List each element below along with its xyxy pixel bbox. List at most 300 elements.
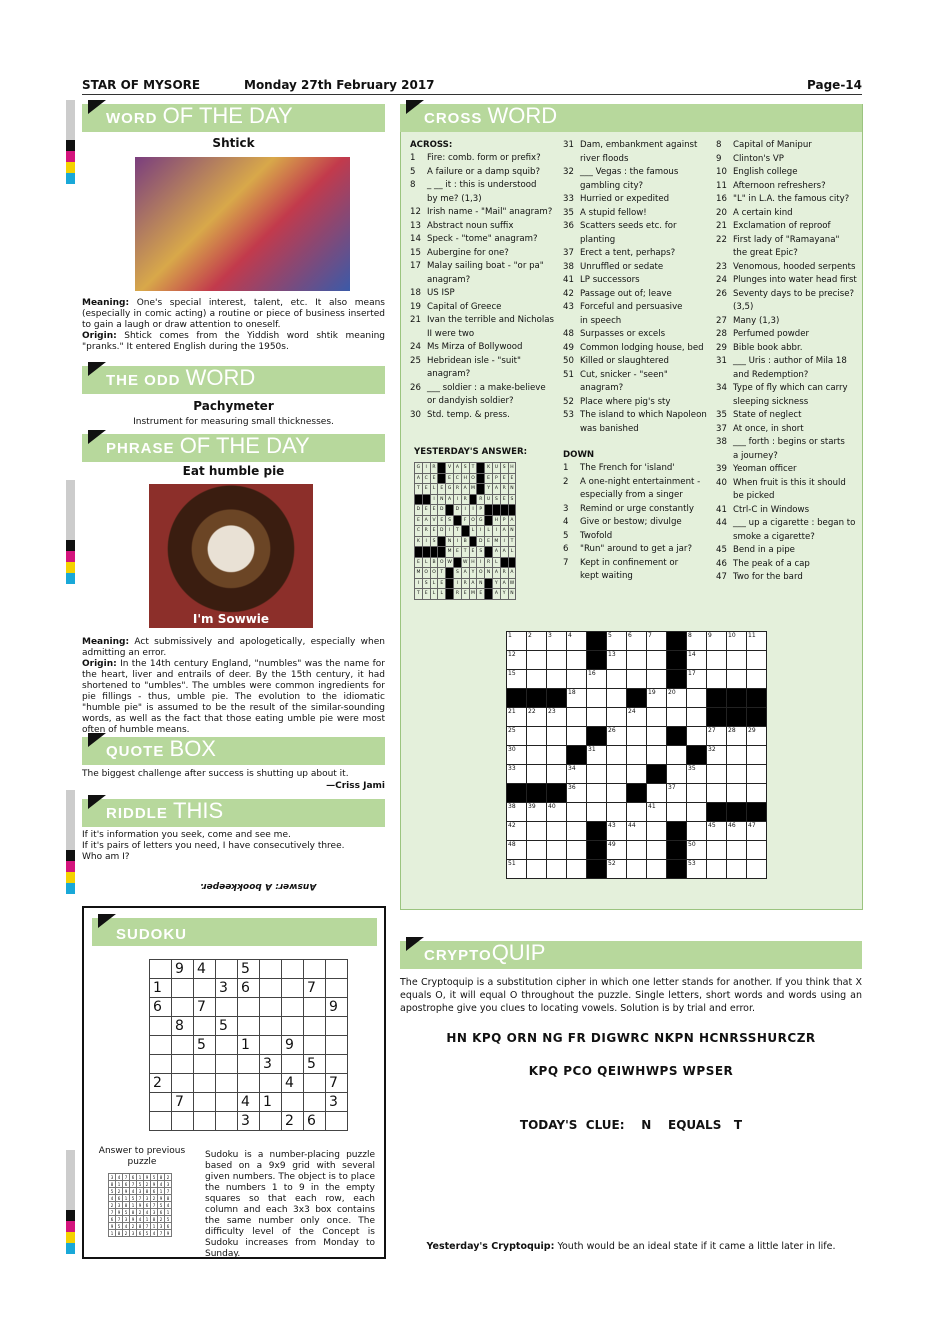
- crossword-cell[interactable]: 41: [647, 803, 667, 822]
- sudoku-cell[interactable]: [304, 960, 326, 979]
- issue-date: Monday 27th February 2017: [244, 78, 435, 92]
- sudoku-cell[interactable]: [282, 1017, 304, 1036]
- crossword-cell[interactable]: [527, 670, 547, 689]
- crossword-cell[interactable]: [567, 860, 587, 879]
- sudoku-cell: 6: [158, 1209, 165, 1216]
- sudoku-cell: 8: [165, 1195, 172, 1202]
- crossword-cell: [747, 708, 767, 727]
- crossword-cell[interactable]: 39: [527, 803, 547, 822]
- crossword-cell[interactable]: 49: [607, 841, 627, 860]
- sudoku-cell: 1: [158, 1188, 165, 1195]
- crossword-cell[interactable]: 35: [687, 765, 707, 784]
- paper-name: STAR OF MYSORE: [82, 78, 201, 92]
- crossword-cell: [727, 689, 747, 708]
- crossword-cell[interactable]: [627, 841, 647, 860]
- crossword-cell: [507, 689, 527, 708]
- clue-line: 27 Many (1,3): [716, 315, 780, 326]
- crossword-cell[interactable]: [747, 784, 767, 803]
- crossword-cell[interactable]: [647, 670, 667, 689]
- sudoku-cell: 7: [137, 1195, 144, 1202]
- crossword-cell[interactable]: 3: [547, 632, 567, 651]
- sudoku-cell[interactable]: [238, 998, 260, 1017]
- sudoku-cell[interactable]: [194, 1112, 216, 1131]
- answer-cell: E: [500, 473, 508, 484]
- sudoku-cell[interactable]: [150, 1017, 172, 1036]
- crossword-cell[interactable]: 27: [707, 727, 727, 746]
- sudoku-cell: 4: [116, 1174, 123, 1181]
- sudoku-cell: 4: [123, 1223, 130, 1230]
- crossword-cell[interactable]: 1: [507, 632, 527, 651]
- sudoku-cell[interactable]: [216, 1112, 238, 1131]
- crossword-cell[interactable]: [707, 670, 727, 689]
- clue-line: 26 Seventy days to be precise?: [716, 288, 855, 299]
- sudoku-cell: 6: [109, 1216, 116, 1223]
- crossword-cell[interactable]: [727, 860, 747, 879]
- clue-line: 19 Capital of Greece: [410, 301, 502, 312]
- sudoku-cell[interactable]: [194, 1055, 216, 1074]
- sudoku-cell[interactable]: [150, 1036, 172, 1055]
- crossword-cell[interactable]: 52: [607, 860, 627, 879]
- sudoku-cell[interactable]: [172, 1112, 194, 1131]
- crossword-cell[interactable]: 51: [507, 860, 527, 879]
- crossword-cell[interactable]: 37: [667, 784, 687, 803]
- crossword-cell[interactable]: 4: [567, 632, 587, 651]
- sudoku-cell: 8: [158, 1174, 165, 1181]
- sudoku-cell[interactable]: [150, 1055, 172, 1074]
- clue-line: 15 Aubergine for one?: [410, 247, 509, 258]
- down-clues-1: [563, 462, 713, 584]
- sudoku-cell: 2: [144, 1181, 151, 1188]
- sudoku-cell[interactable]: [304, 1093, 326, 1112]
- crossword-cell[interactable]: [547, 670, 567, 689]
- crossword-cell[interactable]: [587, 765, 607, 784]
- crossword-cell[interactable]: [647, 784, 667, 803]
- sudoku-cell[interactable]: [304, 1074, 326, 1093]
- answer-cell: S: [422, 578, 430, 589]
- answer-cell: [415, 547, 423, 558]
- crossword-cell[interactable]: [727, 670, 747, 689]
- sudoku-cell[interactable]: [304, 998, 326, 1017]
- crossword-cell[interactable]: 19: [647, 689, 667, 708]
- crossword-cell[interactable]: 6: [627, 632, 647, 651]
- answer-cell: E: [477, 589, 485, 600]
- crossword-cell[interactable]: 13: [607, 651, 627, 670]
- clue-line: 37 At once, in short: [716, 423, 804, 434]
- answer-cell: K: [415, 536, 423, 547]
- crossword-cell[interactable]: 22: [527, 708, 547, 727]
- crossword-cell[interactable]: [527, 746, 547, 765]
- crossword-cell[interactable]: [647, 727, 667, 746]
- crossword-cell[interactable]: [587, 708, 607, 727]
- crossword-cell[interactable]: [607, 689, 627, 708]
- crossword-cell[interactable]: 30: [507, 746, 527, 765]
- down-label: DOWN: [563, 450, 595, 460]
- sudoku-cell[interactable]: [216, 960, 238, 979]
- sudoku-cell[interactable]: [326, 960, 348, 979]
- crossword-cell: [547, 689, 567, 708]
- crossword-cell[interactable]: [707, 765, 727, 784]
- crossword-cell[interactable]: [527, 651, 547, 670]
- sudoku-cell[interactable]: [260, 1074, 282, 1093]
- crossword-cell[interactable]: 8: [687, 632, 707, 651]
- crossword-cell[interactable]: [547, 860, 567, 879]
- sudoku-cell[interactable]: [172, 1074, 194, 1093]
- sudoku-cell: 8: [130, 1209, 137, 1216]
- clue-line: 40 When fruit is this it should: [716, 477, 846, 488]
- color-registration-mark: [66, 790, 75, 894]
- answer-cell: S: [430, 536, 438, 547]
- sudoku-cell[interactable]: [194, 1074, 216, 1093]
- sudoku-cell[interactable]: [216, 1036, 238, 1055]
- crossword-cell[interactable]: [567, 727, 587, 746]
- crossword-cell[interactable]: [587, 784, 607, 803]
- crossword-cell[interactable]: [707, 784, 727, 803]
- crossword-cell: [587, 651, 607, 670]
- crossword-cell[interactable]: [627, 670, 647, 689]
- crossword-cell[interactable]: [587, 689, 607, 708]
- crossword-cell[interactable]: [627, 860, 647, 879]
- clue-line: 8 Capital of Manipur: [716, 140, 812, 150]
- sudoku-cell: 1: [144, 1216, 151, 1223]
- answer-cell: O: [422, 568, 430, 579]
- crossword-cell[interactable]: 5: [607, 632, 627, 651]
- crossword-cell[interactable]: 48: [507, 841, 527, 860]
- crossword-cell[interactable]: 23: [547, 708, 567, 727]
- crossword-cell[interactable]: [547, 765, 567, 784]
- crossword-cell[interactable]: [687, 689, 707, 708]
- sudoku-cell[interactable]: [150, 960, 172, 979]
- crossword-cell[interactable]: 43: [607, 822, 627, 841]
- crossword-cell[interactable]: 18: [567, 689, 587, 708]
- clue-line: 8 _ __ it : this is understood: [410, 180, 537, 190]
- crossword-cell[interactable]: [727, 651, 747, 670]
- word-of-day-bar: WORD OF THE DAY: [82, 104, 385, 132]
- crossword-cell[interactable]: [567, 822, 587, 841]
- sudoku-cell: 1: [116, 1181, 123, 1188]
- answer-cell: I: [469, 505, 477, 516]
- color-registration-mark: [66, 480, 75, 584]
- sudoku-cell[interactable]: [238, 1017, 260, 1036]
- crossword-cell[interactable]: [747, 860, 767, 879]
- previous-sudoku-answer: [108, 1173, 172, 1237]
- crossword-cell[interactable]: 20: [667, 689, 687, 708]
- crossword-cell[interactable]: [607, 746, 627, 765]
- crossword-cell[interactable]: [747, 841, 767, 860]
- crossword-cell[interactable]: [607, 765, 627, 784]
- crossword-cell[interactable]: 15: [507, 670, 527, 689]
- clue-line: 32 ___ Vegas : the famous: [563, 167, 679, 177]
- odd-word-meaning: Instrument for measuring small thicknesses.: [133, 417, 334, 427]
- crossword-cell[interactable]: [547, 841, 567, 860]
- crossword-cell[interactable]: [647, 841, 667, 860]
- crossword-cell[interactable]: 10: [727, 632, 747, 651]
- odd-word-bar: THE ODD WORD: [82, 366, 385, 394]
- sudoku-cell: 5: [304, 1055, 326, 1074]
- crossword-cell[interactable]: [607, 670, 627, 689]
- crossword-cell[interactable]: [607, 803, 627, 822]
- crossword-cell[interactable]: [567, 651, 587, 670]
- sudoku-cell[interactable]: [172, 998, 194, 1017]
- answer-cell: T: [508, 536, 516, 547]
- sudoku-cell[interactable]: [150, 1112, 172, 1131]
- crossword-cell[interactable]: [667, 803, 687, 822]
- crossword-cell[interactable]: [527, 841, 547, 860]
- clue-line: 1 The French for 'island': [563, 463, 675, 473]
- sudoku-cell[interactable]: [326, 979, 348, 998]
- crossword-cell[interactable]: [627, 746, 647, 765]
- crossword-cell[interactable]: [727, 841, 747, 860]
- crossword-cell[interactable]: [607, 784, 627, 803]
- answer-cell: S: [500, 463, 508, 474]
- sudoku-cell[interactable]: [216, 1055, 238, 1074]
- crossword-cell[interactable]: [627, 651, 647, 670]
- sudoku-cell[interactable]: [194, 1093, 216, 1112]
- crossword-cell[interactable]: 24: [627, 708, 647, 727]
- answer-cell: I: [422, 536, 430, 547]
- crossword-cell[interactable]: [627, 727, 647, 746]
- sudoku-cell[interactable]: [304, 1017, 326, 1036]
- crossword-cell[interactable]: [687, 708, 707, 727]
- crossword-cell[interactable]: [727, 746, 747, 765]
- sudoku-cell: 2: [123, 1230, 130, 1237]
- crossword-cell[interactable]: [587, 803, 607, 822]
- crossword-cell[interactable]: [647, 746, 667, 765]
- crossword-cell[interactable]: [747, 746, 767, 765]
- crossword-cell[interactable]: [667, 708, 687, 727]
- answer-cell: R: [485, 557, 493, 568]
- crossword-cell[interactable]: 34: [567, 765, 587, 784]
- sudoku-cell[interactable]: [172, 1036, 194, 1055]
- sudoku-cell[interactable]: [238, 1055, 260, 1074]
- crossword-cell[interactable]: 2: [527, 632, 547, 651]
- answer-cell: T: [438, 568, 446, 579]
- crossword-cell[interactable]: 46: [727, 822, 747, 841]
- crossword-cell: [547, 784, 567, 803]
- answer-cell: C: [422, 473, 430, 484]
- clue-line: 52 Place where pig's sty: [563, 396, 671, 407]
- sudoku-cell: 8: [151, 1216, 158, 1223]
- sudoku-cell: 6: [144, 1202, 151, 1209]
- crossword-cell[interactable]: [747, 765, 767, 784]
- clue-line: 22 First lady of "Ramayana": [716, 234, 840, 245]
- crossword-cell[interactable]: 38: [507, 803, 527, 822]
- sudoku-cell[interactable]: [282, 998, 304, 1017]
- sudoku-cell[interactable]: [326, 1055, 348, 1074]
- crossword-cell[interactable]: 9: [707, 632, 727, 651]
- clue-line: 48 Surpasses or excels: [563, 329, 666, 339]
- crossword-cell[interactable]: [547, 822, 567, 841]
- crossword-cell[interactable]: [607, 708, 627, 727]
- crossword-cell[interactable]: 28: [727, 727, 747, 746]
- answer-cell: Y: [492, 578, 500, 589]
- crossword-cell[interactable]: [727, 784, 747, 803]
- sudoku-grid[interactable]: [149, 959, 348, 1131]
- quote-author: —Criss Jami: [326, 781, 385, 791]
- sudoku-cell[interactable]: [326, 1112, 348, 1131]
- clue-line: 17 Malay sailing boat - "or pa": [410, 261, 544, 271]
- sudoku-cell[interactable]: [326, 1017, 348, 1036]
- sudoku-cell[interactable]: [216, 998, 238, 1017]
- sudoku-cell[interactable]: [260, 960, 282, 979]
- clue-line: 23 Venomous, hooded serpents: [716, 261, 856, 272]
- crossword-cell[interactable]: 26: [607, 727, 627, 746]
- answer-cell: I: [446, 526, 454, 537]
- answer-cell: S: [477, 547, 485, 558]
- crossword-cell[interactable]: 31: [587, 746, 607, 765]
- phrase-photo: [149, 484, 313, 628]
- clue-line: 26 ___ soldier : a make-believe: [410, 382, 546, 393]
- clue-line: planting: [580, 234, 616, 245]
- crossword-cell[interactable]: [527, 765, 547, 784]
- crossword-cell[interactable]: 36: [567, 784, 587, 803]
- crossword-cell[interactable]: [527, 860, 547, 879]
- crossword-cell[interactable]: 40: [547, 803, 567, 822]
- sudoku-cell[interactable]: [216, 1074, 238, 1093]
- sudoku-cell: 3: [151, 1209, 158, 1216]
- crossword-cell[interactable]: [547, 746, 567, 765]
- crossword-cell: [667, 651, 687, 670]
- sudoku-cell[interactable]: [282, 960, 304, 979]
- crossword-cell[interactable]: [687, 727, 707, 746]
- crossword-cell[interactable]: 29: [747, 727, 767, 746]
- answer-cell: E: [422, 589, 430, 600]
- sudoku-cell: 4: [144, 1209, 151, 1216]
- sudoku-cell: 1: [109, 1230, 116, 1237]
- sudoku-cell[interactable]: [260, 1112, 282, 1131]
- clue-line: 21 Exclamation of reproof: [716, 221, 831, 231]
- crossword-cell[interactable]: [707, 651, 727, 670]
- prev-answer-label: Answer to previous puzzle: [98, 1146, 186, 1167]
- sudoku-cell[interactable]: [260, 979, 282, 998]
- sudoku-cell: 1: [260, 1093, 282, 1112]
- answer-cell: M: [469, 484, 477, 495]
- answer-cell: [446, 568, 454, 579]
- clue-line: 49 Common lodging house, bed: [563, 342, 704, 353]
- sudoku-cell[interactable]: [172, 1055, 194, 1074]
- crossword-cell[interactable]: 53: [687, 860, 707, 879]
- crossword-cell[interactable]: [707, 841, 727, 860]
- answer-cell: [461, 526, 469, 537]
- crossword-cell[interactable]: 21: [507, 708, 527, 727]
- crossword-cell[interactable]: [747, 651, 767, 670]
- crossword-cell[interactable]: [627, 765, 647, 784]
- answer-cell: V: [446, 463, 454, 474]
- answer-cell: Y: [485, 484, 493, 495]
- sudoku-cell: 3: [144, 1195, 151, 1202]
- sudoku-cell[interactable]: [194, 1017, 216, 1036]
- sudoku-cell: 3: [109, 1174, 116, 1181]
- crossword-cell[interactable]: [647, 708, 667, 727]
- answer-cell: H: [492, 515, 500, 526]
- sudoku-cell[interactable]: [238, 1074, 260, 1093]
- crossword-cell[interactable]: 42: [507, 822, 527, 841]
- crossword-cell[interactable]: [567, 841, 587, 860]
- sudoku-cell: 4: [151, 1230, 158, 1237]
- crossword-cell[interactable]: [527, 822, 547, 841]
- sudoku-cell[interactable]: [194, 979, 216, 998]
- crossword-cell[interactable]: 32: [707, 746, 727, 765]
- sudoku-cell[interactable]: [260, 1036, 282, 1055]
- crossword-cell[interactable]: 47: [747, 822, 767, 841]
- sudoku-cell[interactable]: [260, 998, 282, 1017]
- answer-cell: [485, 589, 493, 600]
- sudoku-cell[interactable]: [172, 979, 194, 998]
- sudoku-cell[interactable]: [282, 979, 304, 998]
- crossword-cell[interactable]: [627, 803, 647, 822]
- clue-line: in speech: [580, 315, 622, 326]
- clue-line: 46 The peak of a cap: [716, 558, 810, 569]
- clue-line: 41 LP successors: [563, 275, 640, 285]
- crossword-cell[interactable]: [567, 803, 587, 822]
- crossword-cell[interactable]: 17: [687, 670, 707, 689]
- sudoku-cell[interactable]: [304, 1036, 326, 1055]
- crossword-cell[interactable]: 50: [687, 841, 707, 860]
- crossword-cell[interactable]: [727, 765, 747, 784]
- answer-cell: L: [438, 589, 446, 600]
- crossword-cell: [587, 860, 607, 879]
- crossword-cell[interactable]: [747, 670, 767, 689]
- color-registration-mark: [66, 100, 75, 184]
- crossword-cell[interactable]: 11: [747, 632, 767, 651]
- crossword-cell: [647, 765, 667, 784]
- sudoku-cell[interactable]: [282, 1093, 304, 1112]
- clue-line: 24 Ms Mirza of Bollywood: [410, 342, 523, 352]
- sudoku-cell[interactable]: [216, 1093, 238, 1112]
- crossword-cell[interactable]: [687, 784, 707, 803]
- crossword-cell[interactable]: 7: [647, 632, 667, 651]
- crossword-cell[interactable]: [667, 765, 687, 784]
- clue-line: 18 US ISP: [410, 288, 455, 298]
- crossword-cell[interactable]: [667, 746, 687, 765]
- crossword-cell[interactable]: [547, 651, 567, 670]
- crossword-cell[interactable]: [687, 803, 707, 822]
- crossword-cell[interactable]: [567, 670, 587, 689]
- crossword-cell[interactable]: 12: [507, 651, 527, 670]
- crossword-cell[interactable]: 33: [507, 765, 527, 784]
- crossword-cell[interactable]: [547, 727, 567, 746]
- sudoku-cell: 5: [109, 1188, 116, 1195]
- answer-cell: A: [461, 568, 469, 579]
- crossword-cell: [747, 689, 767, 708]
- crossword-cell[interactable]: 25: [507, 727, 527, 746]
- sudoku-cell: 9: [172, 960, 194, 979]
- crossword-cell[interactable]: 16: [587, 670, 607, 689]
- crossword-grid[interactable]: [506, 631, 767, 879]
- crossword-cell[interactable]: [687, 822, 707, 841]
- crossword-cell[interactable]: [647, 651, 667, 670]
- crossword-cell[interactable]: [707, 860, 727, 879]
- crossword-cell[interactable]: 14: [687, 651, 707, 670]
- crossword-cell[interactable]: [527, 727, 547, 746]
- sudoku-cell[interactable]: [282, 1055, 304, 1074]
- sudoku-cell[interactable]: [326, 1036, 348, 1055]
- crossword-cell[interactable]: [647, 860, 667, 879]
- answer-cell: A: [492, 547, 500, 558]
- sudoku-cell: 6: [238, 979, 260, 998]
- clue-line: gambling city?: [580, 180, 644, 191]
- answer-cell: B: [461, 536, 469, 547]
- sudoku-cell[interactable]: [150, 1093, 172, 1112]
- sudoku-cell[interactable]: [260, 1017, 282, 1036]
- crossword-cell[interactable]: 44: [627, 822, 647, 841]
- clue-line: anagram?: [580, 383, 624, 393]
- cryptoquip-bar: CRYPTOQUIP: [400, 941, 862, 969]
- answer-cell: W: [508, 578, 516, 589]
- crossword-cell[interactable]: [567, 708, 587, 727]
- crossword-cell[interactable]: [647, 822, 667, 841]
- clue-line: sleeping sickness: [733, 396, 809, 407]
- crossword-cell[interactable]: 45: [707, 822, 727, 841]
